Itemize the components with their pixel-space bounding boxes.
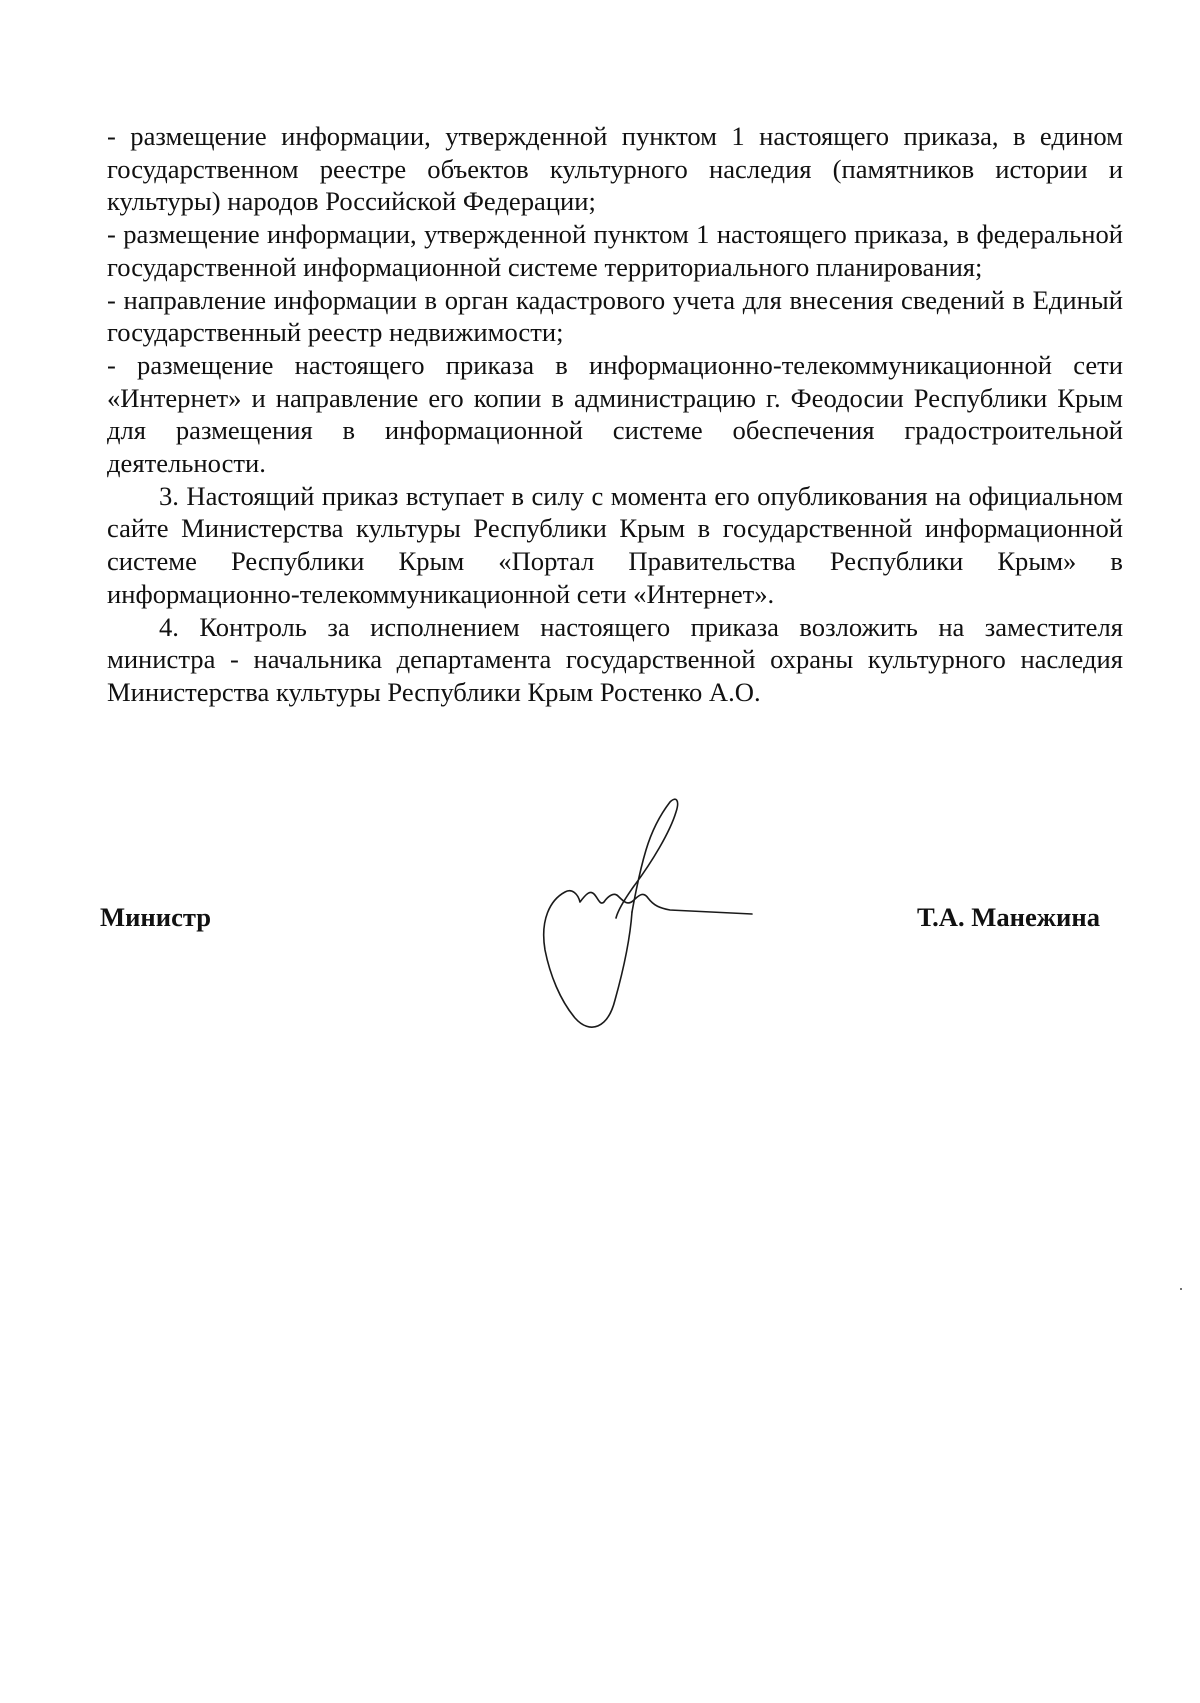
- list-item-internet: - размещение настоящего приказа в информационно-телекоммуникационной сети «Интернет» и направление его копии в администрацию г. Феодосии Республики Крым для размещения в информационной системе обеспечения градостроительной деятельности.: [107, 349, 1123, 479]
- clause-3: 3. Настоящий приказ вступает в силу с момента его опубликования на официальном сайте Министерства культуры Республики Крым в государственной информационной системе Республики Крым «Портал Правительства Республики Крым» в информационно-телекоммуникационной сети «Интернет».: [107, 480, 1123, 609]
- signature-block: [0, 780, 1200, 1080]
- signatory-name: Т.А. Манежина: [917, 902, 1100, 932]
- clause-4: 4. Контроль за исполнением настоящего приказа возложить на заместителя министра - начальника департамента государственной охраны культурного наследия Министерства культуры Республики Крым Ростенко А.О.: [107, 611, 1123, 707]
- signatory-title: Министр: [100, 902, 212, 932]
- handwritten-signature: [520, 790, 770, 1050]
- list-item-federal-system: - размещение информации, утвержденной пунктом 1 настоящего приказа, в федеральной государственной информационной системе территориального планирования;: [107, 219, 1123, 282]
- list-item-registry: - размещение информации, утвержденной пунктом 1 настоящего приказа, в едином государственном реестре объектов культурного наследия (памятников истории и культуры) народов Российской Федерации;: [107, 121, 1123, 217]
- list-item-cadastral: - направление информации в орган кадастрового учета для внесения сведений в Единый государственный реестр недвижимости;: [107, 284, 1123, 348]
- scan-artifact: [1180, 1288, 1182, 1290]
- document-body: [107, 120, 1123, 709]
